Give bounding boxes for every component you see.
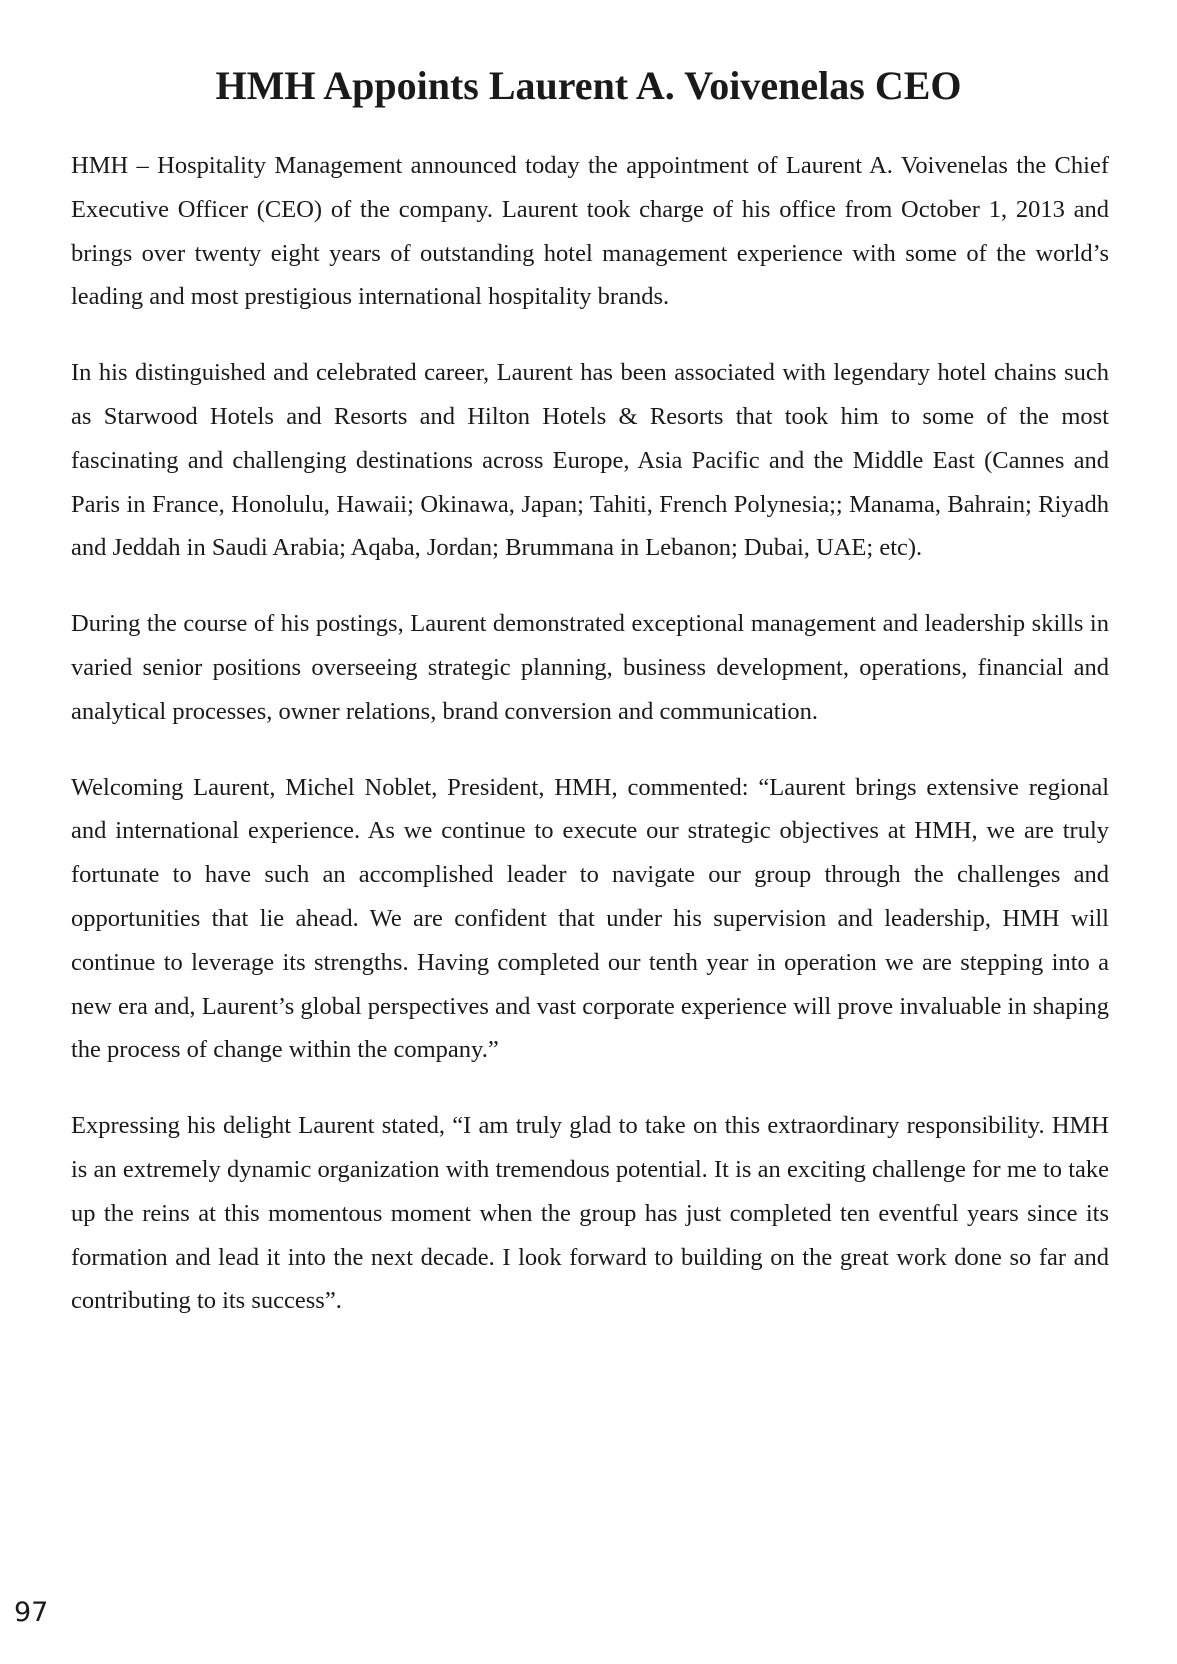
paragraph-ceo-quote: Expressing his delight Laurent stated, “I am truly glad to take on this extraordinary responsibility. HMH is an extremely dynamic organization with tremendous potential. It is an exciting challenge for me to take up the reins at this momentous moment when the group has just completed ten eventful years since its formation and lead it into the next decade. I look forward to building on the great work done so far and contributing to its success”. xyxy=(71,1112,1109,1315)
page-number: 97 xyxy=(14,1597,49,1628)
paragraph-appointment: HMH – Hospitality Management announced today the appointment of Laurent A. Voivenelas the Chief Executive Officer (CEO) of the company. Laurent took charge of his office from October 1, 2013 and brings over twenty eight years of outstanding hotel management experience with some of the world’s leading and most prestigious international hospitality brands. xyxy=(71,152,1109,311)
paragraph-career: In his distinguished and celebrated career, Laurent has been associated with legendary hotel chains such as Starwood Hotels and Resorts and Hilton Hotels & Resorts that took him to some of the most fascinating and challenging destinations across Europe, Asia Pacific and the Middle East (Cannes and Paris in France, Honolulu, Hawaii; Okinawa, Japan; Tahiti, French Polynesia;; Manama, Bahrain; Riyadh and Jeddah in Saudi Arabia; Aqaba, Jordan; Brummana in Lebanon; Dubai, UAE; etc). xyxy=(71,359,1109,562)
article-body xyxy=(71,144,1109,1355)
article-title: HMH Appoints Laurent A. Voivenelas CEO xyxy=(215,63,962,108)
paragraph-president-quote: Welcoming Laurent, Michel Noblet, President, HMH, commented: “Laurent brings extensive regional and international experience. As we continue to execute our strategic objectives at HMH, we are truly fortunate to have such an accomplished leader to navigate our group through the challenges and opportunities that lie ahead. We are confident that under his supervision and leadership, HMH will continue to leverage its strengths. Having completed our tenth year in operation we are stepping into a new era and, Laurent’s global perspectives and vast corporate experience will prove invaluable in shaping the process of change within the company.” xyxy=(71,773,1109,1064)
paragraph-postings: During the course of his postings, Laurent demonstrated exceptional management and leadership skills in varied senior positions overseeing strategic planning, business development, operations, financial and analytical processes, owner relations, brand conversion and communication. xyxy=(71,610,1109,725)
